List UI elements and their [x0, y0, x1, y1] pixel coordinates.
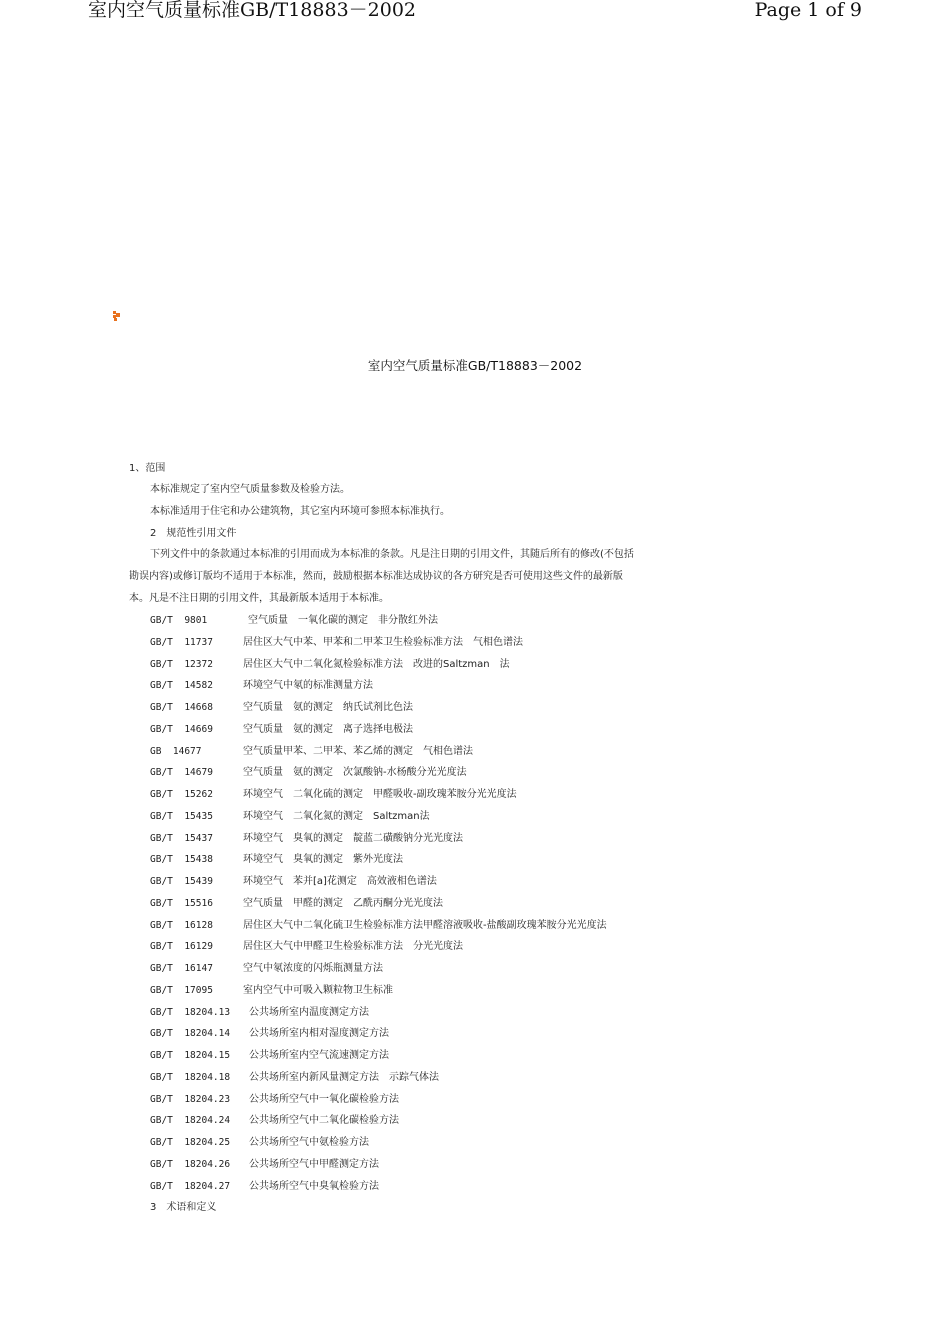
reference-title: 公共场所室内温度测定方法: [249, 1006, 369, 1018]
reference-item: [150, 1114, 850, 1128]
reference-code: GB/T 14668: [150, 702, 213, 713]
reference-code: GB/T 14669: [150, 723, 213, 735]
reference-code: GB/T 15262: [150, 789, 213, 800]
reference-code: GB/T 15516: [150, 897, 213, 909]
reference-item: [150, 745, 850, 759]
reference-title: 空气质量 氨的测定 次氯酸钠-水杨酸分光光度法: [243, 767, 467, 779]
reference-item: [150, 1006, 850, 1020]
reference-code: GB/T 18204.23: [150, 1093, 231, 1105]
reference-code: GB/T 14679: [150, 767, 213, 779]
reference-item: [150, 723, 850, 737]
reference-code: GB 14677: [150, 745, 202, 757]
reference-title: 环境空气 二氧化硫的测定 甲醛吸收-副玫瑰苯胺分光光度法: [243, 789, 517, 800]
reference-item: [150, 1136, 850, 1150]
reference-item: [150, 636, 850, 650]
reference-code: GB/T 18204.18: [150, 1071, 231, 1083]
reference-code: GB/T 18204.13: [150, 1006, 231, 1018]
reference-item: [150, 832, 850, 846]
reference-item: [150, 1180, 850, 1194]
reference-code: GB/T 16147: [150, 963, 213, 974]
reference-item: [150, 919, 850, 933]
reference-title: 空气质量 一氧化碳的测定 非分散红外法: [248, 615, 438, 626]
reference-code: GB/T 18204.24: [150, 1115, 231, 1127]
scope-paragraph-1: 本标准规定了室内空气质量参数及检验方法。: [150, 484, 350, 495]
reference-title: 居住区大气中二氧化硫卫生检验标准方法甲醛溶液吸收-盐酸副玫瑰苯胺分光光度法: [243, 919, 607, 931]
section-heading-scope: 1、范围: [129, 463, 166, 474]
reference-code: GB/T 18204.25: [150, 1137, 231, 1148]
reference-title: 公共场所空气中氨检验方法: [249, 1137, 369, 1148]
reference-title: 环境空气 苯并[a]花测定 高效液相色谱法: [243, 876, 437, 887]
reference-code: GB/T 14582: [150, 680, 213, 692]
reference-item: [150, 1071, 850, 1085]
reference-title: 居住区大气中二氧化氮检验标准方法 改进的Saltzman 法: [243, 658, 510, 670]
reference-item: [150, 614, 850, 628]
reference-item: [150, 984, 850, 998]
reference-title: 空气质量甲苯、二甲苯、苯乙烯的测定 气相色谱法: [243, 745, 473, 757]
reference-item: [150, 962, 850, 976]
reference-item: [150, 853, 850, 867]
reference-code: GB/T 15435: [150, 810, 213, 822]
reference-item: [150, 1027, 850, 1041]
reference-title: 公共场所空气中一氧化碳检验方法: [249, 1093, 399, 1105]
reference-title: 空气质量 氨的测定 离子选择电极法: [243, 723, 413, 735]
reference-code: GB/T 15438: [150, 854, 213, 866]
references-intro-line-1: 下列文件中的条款通过本标准的引用而成为本标准的条款。凡是注日期的引用文件，其随后所有的修改(不包括: [150, 549, 634, 560]
reference-code: GB/T 11737: [150, 636, 213, 648]
reference-code: GB/T 17095: [150, 984, 213, 996]
references-intro-line-2: 勘误内容)或修订版均不适用于本标准，然而，鼓励根据本标准达成协议的各方研究是否可使用这些文件的最新版: [129, 571, 623, 582]
reference-code: GB/T 15437: [150, 832, 213, 844]
reference-item: [150, 658, 850, 672]
reference-code: GB/T 16129: [150, 941, 213, 953]
reference-title: 空气质量 氨的测定 纳氏试剂比色法: [243, 702, 413, 713]
reference-title: 环境空气 二氧化氮的测定 Saltzman法: [243, 810, 430, 822]
reference-item: [150, 1049, 850, 1063]
reference-title: 公共场所室内相对湿度测定方法: [249, 1028, 389, 1040]
reference-item: [150, 1093, 850, 1107]
references-intro-line-3: 本。凡是不注日期的引用文件，其最新版本适用于本标准。: [129, 593, 389, 604]
reference-code: GB/T 12372: [150, 658, 213, 670]
reference-title: 环境空气 臭氧的测定 紫外光度法: [243, 854, 403, 866]
reference-item: [150, 875, 850, 889]
reference-code: GB/T 9801: [150, 615, 208, 626]
reference-item: [150, 679, 850, 693]
reference-item: [150, 1158, 850, 1172]
reference-item: [150, 940, 850, 954]
reference-title: 空气质量 甲醛的测定 乙酰丙酮分光光度法: [243, 897, 443, 909]
reference-code: GB/T 18204.27: [150, 1180, 231, 1192]
reference-title: 公共场所室内空气流速测定方法: [249, 1050, 389, 1061]
bullet-icon: [113, 311, 121, 321]
reference-item: [150, 788, 850, 802]
reference-title: 环境空气 臭氧的测定 靛蓝二磺酸钠分光光度法: [243, 832, 463, 844]
document-title: 室内空气质量标准GB/T18883－2002: [367, 358, 583, 373]
reference-code: GB/T 18204.26: [150, 1158, 231, 1170]
reference-title: 公共场所空气中二氧化碳检验方法: [249, 1115, 399, 1127]
section-heading-references: 2 规范性引用文件: [150, 528, 237, 539]
scope-paragraph-2: 本标准适用于住宅和办公建筑物，其它室内环境可参照本标准执行。: [150, 506, 450, 517]
reference-code: GB/T 16128: [150, 919, 213, 931]
reference-item: [150, 701, 850, 715]
header-page-indicator: Page 1 of 9: [754, 0, 862, 21]
reference-title: 空气中氡浓度的闪烁瓶测量方法: [243, 963, 383, 974]
reference-item: [150, 897, 850, 911]
reference-title: 公共场所空气中甲醛测定方法: [249, 1158, 379, 1170]
reference-title: 公共场所空气中臭氧检验方法: [249, 1180, 379, 1192]
reference-code: GB/T 18204.14: [150, 1028, 231, 1040]
reference-title: 环境空气中氡的标准测量方法: [243, 680, 373, 692]
header-document-title: 室内空气质量标准GB/T18883－2002: [88, 0, 417, 21]
reference-title: 居住区大气中苯、甲苯和二甲苯卫生检验标准方法 气相色谱法: [243, 636, 523, 648]
reference-code: GB/T 15439: [150, 876, 213, 887]
reference-title: 公共场所室内新风量测定方法 示踪气体法: [249, 1071, 439, 1083]
reference-code: GB/T 18204.15: [150, 1050, 231, 1061]
reference-item: [150, 766, 850, 780]
reference-title: 室内空气中可吸入颗粒物卫生标准: [243, 984, 393, 996]
section-heading-terms: 3 术语和定义: [150, 1202, 217, 1214]
reference-title: 居住区大气中甲醛卫生检验标准方法 分光光度法: [243, 941, 463, 953]
reference-item: [150, 810, 850, 824]
